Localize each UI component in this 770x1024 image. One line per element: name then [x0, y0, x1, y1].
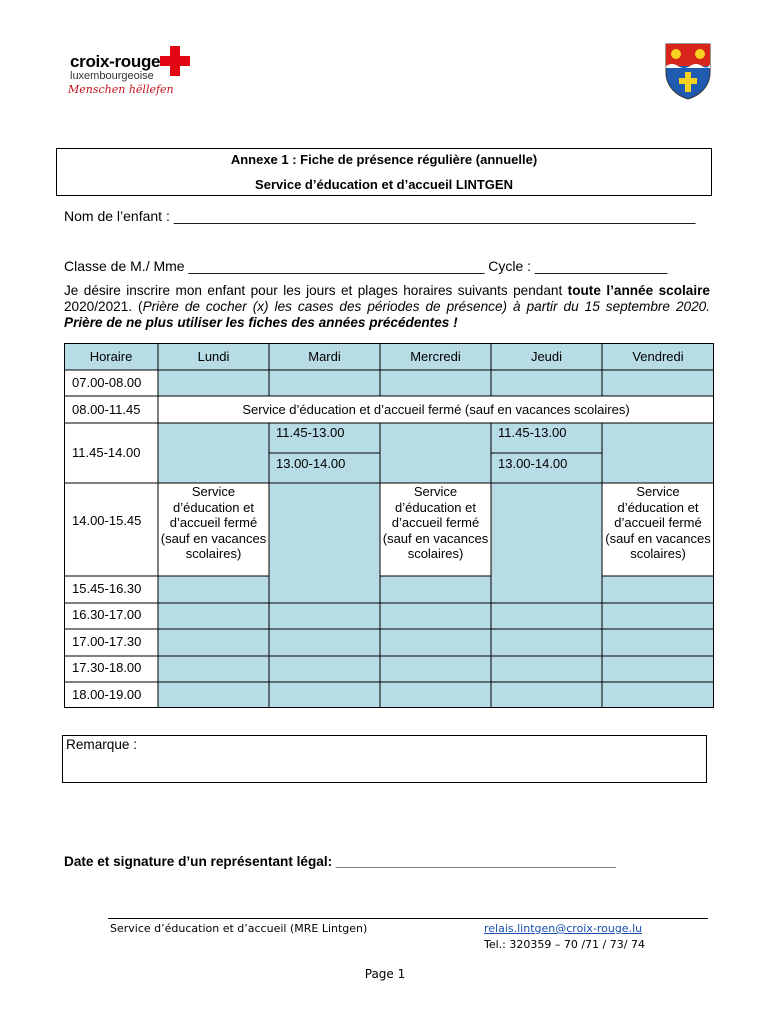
closed-afternoon-mercredi: Service d’éducation et d’accueil fermé (sauf en vacances scolaires)	[382, 484, 489, 561]
col-header-mercredi: Mercredi	[410, 349, 461, 364]
footer-divider	[108, 918, 708, 919]
split-label-jeudi-a: 11.45-13.00	[498, 425, 567, 440]
time-label: 15.45-16.30	[72, 581, 142, 596]
schedule-table	[64, 343, 714, 708]
footer-email-link[interactable]: relais.lintgen@croix-rouge.lu	[484, 922, 643, 935]
time-label: 17.00-17.30	[72, 634, 142, 649]
time-label: 07.00-08.00	[72, 375, 142, 390]
time-label: 18.00-19.00	[72, 687, 142, 702]
child-name-field[interactable]: Nom de l’enfant : ___________________________________________________________________	[64, 208, 696, 224]
slot-0700-bg	[158, 370, 714, 396]
col-header-horaire: Horaire	[89, 349, 133, 364]
slot-1145-lundi	[158, 423, 269, 483]
signature-line[interactable]: Date et signature d’un représentant légal: _____________________________________	[64, 854, 616, 869]
closed-morning-note: Service d’éducation et d’accueil fermé (sauf en vacances scolaires)	[242, 402, 630, 417]
footer-service: Service d’éducation et d’accueil (MRE Lintgen)	[110, 922, 368, 935]
page-title: Annexe 1 : Fiche de présence régulière (annuelle)	[230, 152, 538, 167]
time-label: 08.00-11.45	[72, 402, 141, 417]
col-header-mardi: Mardi	[308, 349, 341, 364]
logo-wordmark: croix-rouge	[70, 52, 161, 71]
closed-afternoon-vendredi: Service d’éducation et d’accueil fermé (sauf en vacances scolaires)	[605, 484, 711, 561]
class-cycle-field[interactable]: Classe de M./ Mme ______________________________________ Cycle : _________________	[64, 258, 668, 274]
time-label: 16.30-17.00	[72, 607, 142, 622]
col-header-lundi: Lundi	[197, 349, 230, 364]
time-label: 17.30-18.00	[72, 660, 142, 675]
split-label-jeudi-b: 13.00-14.00	[498, 456, 568, 471]
split-label-mardi-a: 11.45-13.00	[276, 425, 345, 440]
logo-signature: Menschen hëllefen	[68, 83, 174, 96]
red-cross-icon	[158, 44, 192, 78]
footer-phone: Tel.: 320359 – 70 /71 / 73/ 74	[484, 938, 645, 951]
time-label: 11.45-14.00	[72, 445, 141, 460]
col-header-jeudi: Jeudi	[530, 349, 563, 364]
coat-of-arms-icon	[664, 42, 712, 100]
time-label: 14.00-15.45	[72, 513, 142, 528]
logo-subtitle: luxembourgeoise	[70, 70, 154, 82]
page-subtitle: Service d’éducation et d’accueil LINTGEN	[255, 177, 513, 192]
col-header-vendredi: Vendredi	[632, 349, 684, 364]
page-number: Page 1	[364, 967, 406, 981]
remarque-field[interactable]	[62, 735, 707, 783]
remarque-label: Remarque :	[66, 737, 138, 752]
intro-paragraph: Je désire inscrire mon enfant pour les jours et plages horaires suivants pendant toute l’année scolaire 2020/2021. (Prière de cocher (x) les cases des périodes de présence) à partir du 15 septembre 2020. Prière de ne plus utiliser les fiches des années précédentes !	[64, 283, 711, 330]
closed-afternoon-lundi: Service d’éducation et d’accueil fermé (sauf en vacances scolaires)	[160, 484, 267, 561]
split-label-mardi-b: 13.00-14.00	[276, 456, 346, 471]
